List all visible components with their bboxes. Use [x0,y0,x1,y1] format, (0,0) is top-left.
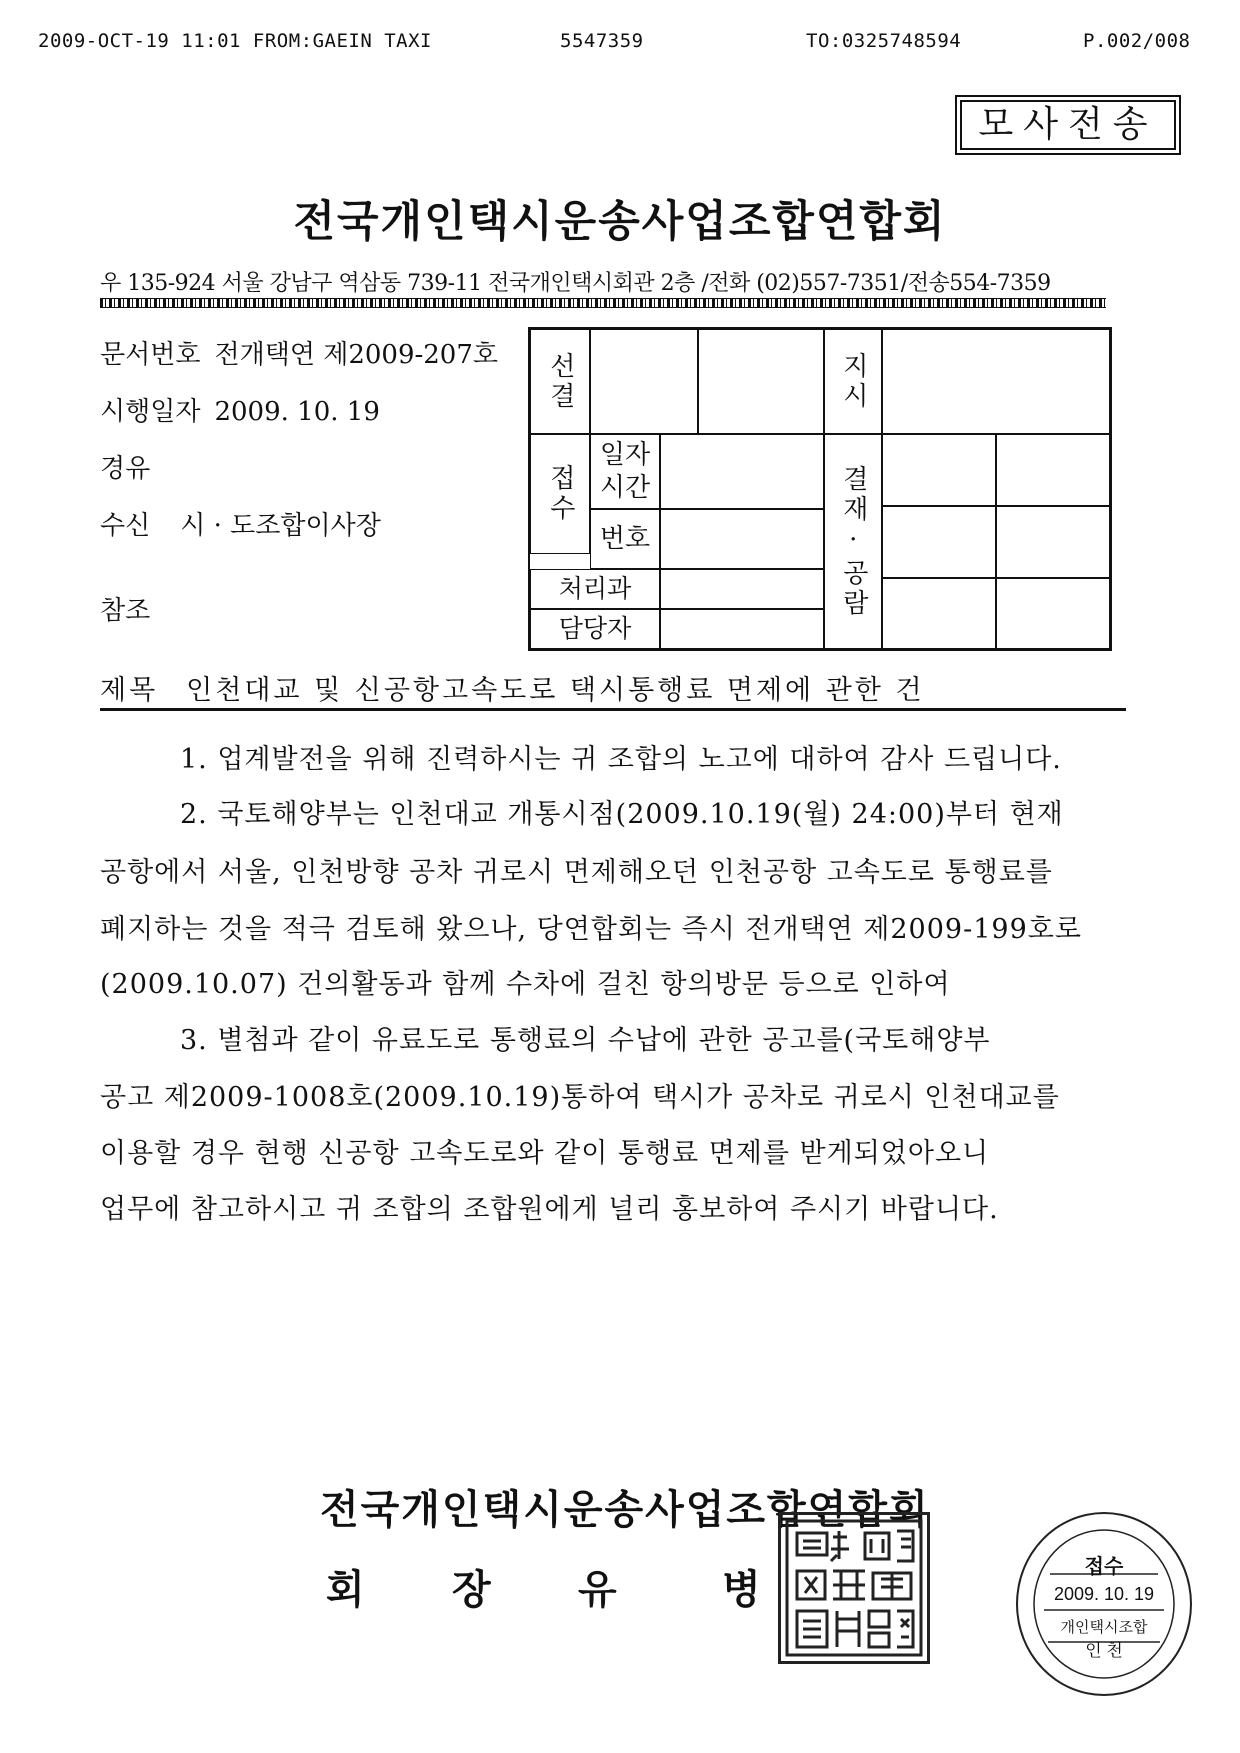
beonho-cell [660,509,824,569]
receipt-org-line1: 개인택시조합 [1060,1619,1148,1636]
jeopsu-label: 접수 [530,434,590,554]
reference-label: 참조 [100,596,151,626]
receipt-label: 접수 [1084,1556,1124,1578]
receipt-org-line2: 인 천 [1085,1641,1123,1660]
gyeoljae-cell-2 [996,434,1110,506]
president-char-2: 장 [452,1566,491,1613]
recipient-value: 시 · 도조합이사장 [180,511,381,541]
seongyeol-cell-1 [590,329,698,434]
cheorigwa-label: 처리과 [530,569,660,609]
recipient-row [100,505,381,542]
gyeoljae-cell-3 [882,506,996,578]
fax-sender-number: 5547359 [560,30,644,52]
recipient-label: 수신 [100,511,151,541]
seongyeol-label: 선결 [530,329,590,434]
damdangja-cell [660,609,824,649]
address-divider [100,298,1106,308]
president-char-1: 회 [326,1566,365,1613]
via-row [100,448,150,485]
gyeoljae-cell-5 [882,578,996,649]
fax-datetime-from: 2009-OCT-19 11:01 FROM:GAEIN TAXI [38,30,432,52]
body-line-3: 공항에서 서울, 인천방향 공차 귀로시 면제해오던 인천공항 고속도로 통행료를 [100,857,1053,888]
date-row [100,391,380,428]
ilja-sigan-label: 일자 시간 [590,434,660,509]
fax-page: P.002/008 [1083,30,1191,52]
doc-number: 전개택연 제2009-207호 [214,340,499,370]
date-value: 2009. 10. 19 [214,397,380,427]
copy-transmission-stamp: 모사전송 [955,95,1181,155]
receipt-date: 2009. 10. 19 [1053,1584,1155,1604]
beonho-label: 번호 [590,509,660,569]
via-label: 경유 [100,454,151,484]
subject-text: 인천대교 및 신공항고속도로 택시통행료 면제에 관한 건 [186,675,925,706]
approval-table [528,327,1112,651]
president-char-4: 병 [722,1566,761,1613]
damdangja-label: 담당자 [530,609,660,649]
body-line-1: 1. 업계발전을 위해 진력하시는 귀 조합의 노고에 대하여 감사 드립니다. [180,744,1062,775]
subject-divider [100,708,1126,711]
ilja-sigan-cell [660,434,824,509]
gyeoljae-cell-6 [996,578,1110,649]
body-line-9: 업무에 참고하시고 귀 조합의 조합원에게 널리 홍보하여 주시기 바랍니다. [100,1194,999,1225]
body-line-7: 공고 제2009-1008호(2009.10.19)통하여 택시가 공차로 귀로시 인천대교를 [100,1082,1060,1113]
subject-label: 제목 [100,675,159,706]
fax-to: TO:0325748594 [806,30,962,52]
doc-number-label: 문서번호 [100,340,201,370]
gyeoljae-gongram-label: 결재·공람 [824,434,882,649]
date-label: 시행일자 [100,397,201,427]
cheorigwa-cell [660,569,824,609]
receipt-stamp [1016,1512,1192,1696]
doc-number-row [100,334,498,371]
seongyeol-cell-2 [698,329,824,434]
footer-organization: 전국개인택시운송사업조합연합회 [320,1486,930,1533]
jisi-cell [882,329,1110,434]
body-line-5: (2009.10.07) 건의활동과 함께 수차에 걸친 항의방문 등으로 인하여 [100,969,951,1000]
official-seal-icon [778,1512,930,1664]
president-char-3: 유 [578,1566,617,1613]
subject-row [100,668,925,707]
jisi-label: 지시 [824,329,882,434]
body-line-8: 이용할 경우 현행 신공항 고속도로와 같이 통행료 면제를 받게되었아오니 [100,1138,990,1169]
body-line-4: 폐지하는 것을 적극 검토해 왔으나, 당연합회는 즉시 전개택연 제2009-199호로 [100,914,1082,945]
gyeoljae-cell-4 [996,506,1110,578]
organization-title: 전국개인택시운송사업조합연합회 [293,197,947,247]
gyeoljae-cell-1 [882,434,996,506]
reference-row [100,590,150,627]
body-line-6: 3. 별첨과 같이 유료도로 통행료의 수납에 관한 공고를(국토해양부 [180,1025,991,1056]
address-line: 우 135-924 서울 강남구 역삼동 739-11 전국개인택시회관 2층 /전화 (02)557-7351/전송554-7359 [100,271,1051,296]
body-line-2: 2. 국토해양부는 인천대교 개통시점(2009.10.19(월) 24:00)부터 현재 [180,799,1064,830]
